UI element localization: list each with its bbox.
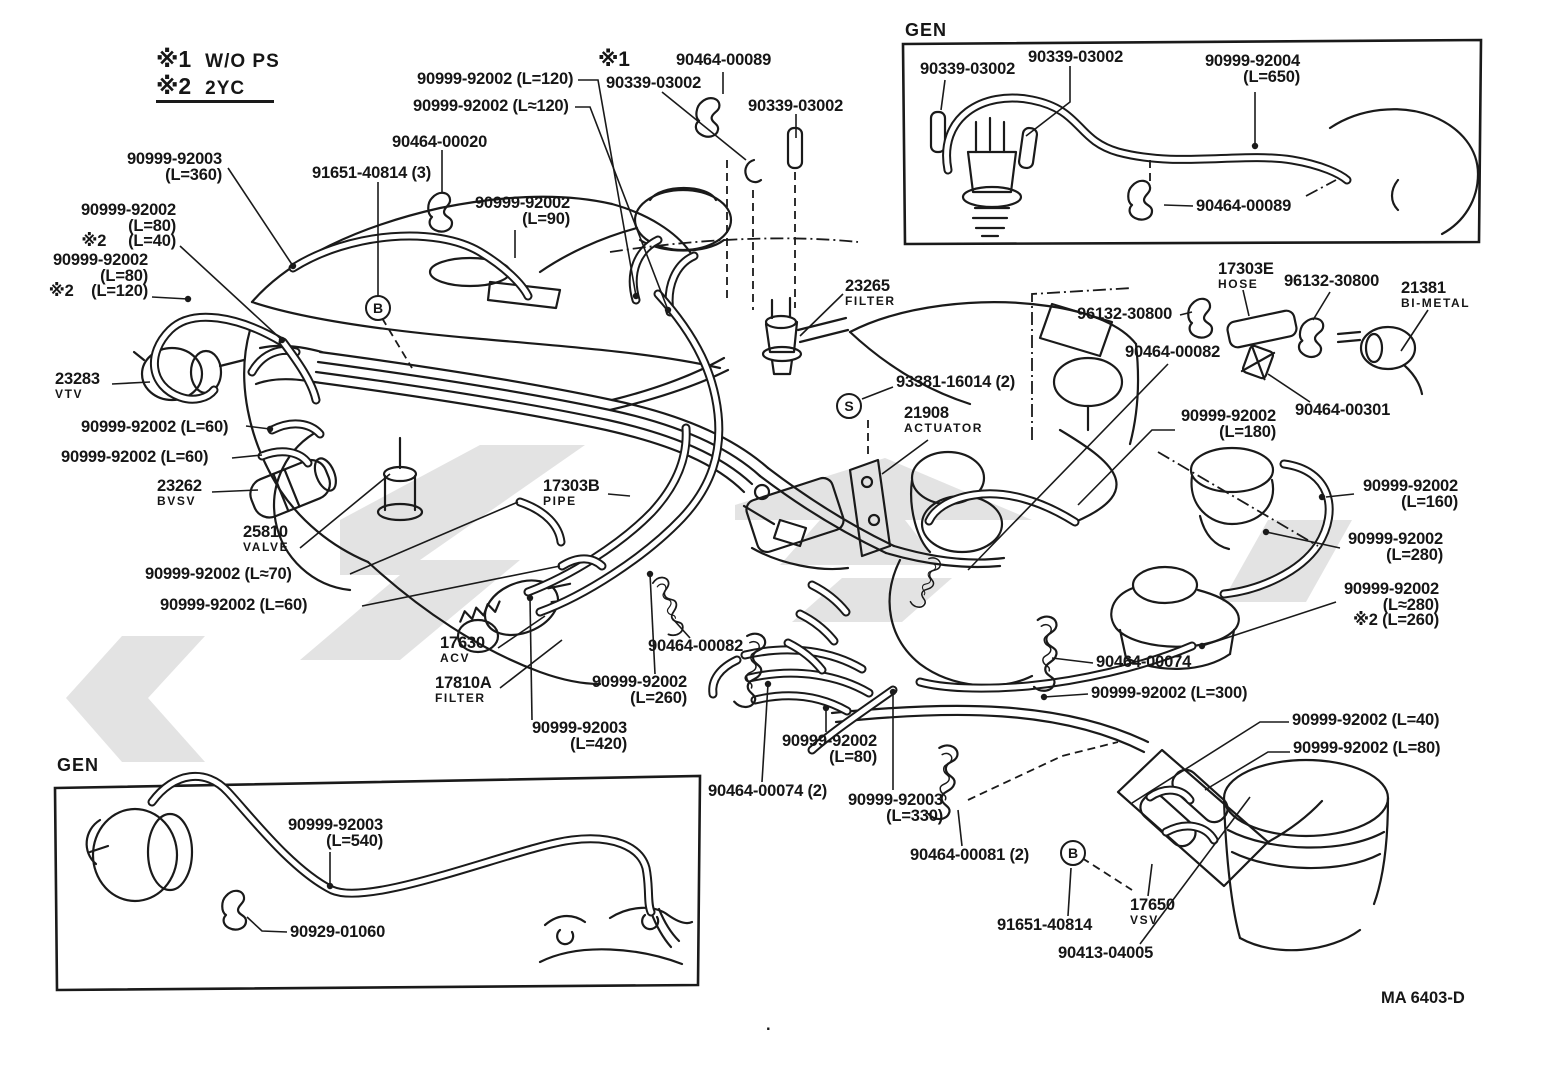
part-label: 90999-92002 (L=160)	[1362, 477, 1458, 511]
part-label: 90999-92002 (L=60)	[81, 418, 229, 436]
part-label: 90999-92002 (L=80)	[1293, 739, 1441, 757]
part-label: 21908 ACTUATOR	[904, 404, 984, 435]
part-label: 25810 VALVE	[243, 523, 290, 554]
part-label: 90999-92002 (L=80)	[781, 732, 877, 766]
part-label: 23265 FILTER	[845, 277, 896, 308]
stray-mark: .	[766, 1016, 771, 1034]
gen-part-label: 90929-01060	[290, 923, 386, 941]
part-label: 90999-92002 (L=80) ※2 (L=40)	[80, 201, 176, 250]
part-label: 90464-00074	[1096, 653, 1192, 671]
part-label: 90999-92003 (L=330)	[847, 791, 943, 825]
legend-item: ※2 2YC	[156, 73, 274, 103]
legend-item: ※1 W/O PS	[156, 46, 280, 72]
circled-letter-b: B	[1060, 840, 1086, 866]
part-label: 17630 ACV	[440, 634, 485, 665]
gen-box-title-bottom-left: GEN	[57, 755, 100, 775]
drawing-code: MA 6403-D	[1381, 989, 1465, 1007]
part-label: 17303B PIPE	[543, 477, 600, 508]
part-label: 90339-03002	[748, 97, 844, 115]
part-label: 90464-00301	[1295, 401, 1391, 419]
part-label: 23262 BVSV	[157, 477, 202, 508]
part-label: 90999-92002 (L=300)	[1091, 684, 1248, 702]
part-label: 90999-92002 (L=80) ※2 (L=120)	[48, 251, 148, 300]
circled-letter-b: B	[365, 295, 391, 321]
gen-part-label: 90339-03002	[1028, 48, 1124, 66]
part-label: 90999-92002 (L≈70)	[145, 565, 292, 583]
part-label: 90464-00020	[392, 133, 488, 151]
part-label: 96132-30800	[1077, 305, 1173, 323]
circled-letter-s: S	[836, 393, 862, 419]
part-label: 90999-92002 (L=60)	[61, 448, 209, 466]
part-label: 90999-92002 (L=280)	[1347, 530, 1443, 564]
part-label: 23283 VTV	[55, 370, 100, 401]
gen-part-label: 90464-00089	[1196, 197, 1292, 215]
gen-box-title-top-right: GEN	[905, 20, 948, 40]
part-label: 90464-00074 (2)	[708, 782, 828, 800]
part-label: 21381 BI-METAL	[1401, 279, 1471, 310]
part-label: 90999-92002 (L=90)	[474, 194, 570, 228]
part-label: 90464-00082	[648, 637, 744, 655]
part-label: 90999-92002 (L=180)	[1180, 407, 1276, 441]
part-label: 90413-04005	[1058, 944, 1154, 962]
part-label: 91651-40814	[997, 916, 1093, 934]
part-label: 17650 VSV	[1130, 896, 1175, 927]
part-label: 90999-92002 (L=60)	[160, 596, 308, 614]
part-label: 90999-92002 (L=120)	[417, 70, 574, 88]
part-label: 90464-00082	[1125, 343, 1221, 361]
part-label: 90464-00081 (2)	[910, 846, 1030, 864]
part-label: 90999-92003 (L=420)	[531, 719, 627, 753]
part-label: 90999-92002 (L≈280) ※2 (L=260)	[1343, 580, 1439, 629]
part-label: 90339-03002	[606, 74, 702, 92]
part-label: 90999-92002 (L=260)	[591, 673, 687, 707]
part-label: 17303E HOSE	[1218, 260, 1274, 291]
part-label: ※1	[598, 48, 630, 71]
part-label: 93381-16014 (2)	[896, 373, 1016, 391]
gen-part-label: 90999-92003 (L=540)	[287, 816, 383, 850]
part-label: 90999-92002 (L≈120)	[413, 97, 569, 115]
part-label: 96132-30800	[1284, 272, 1380, 290]
part-label: 90999-92002 (L=40)	[1292, 711, 1440, 729]
part-label: 17810A FILTER	[435, 674, 492, 705]
part-label: 91651-40814 (3)	[312, 164, 432, 182]
legend	[156, 46, 280, 103]
gen-part-label: 90339-03002	[920, 60, 1016, 78]
part-label: 90464-00089	[676, 51, 772, 69]
gen-part-label: 90999-92004 (L=650)	[1204, 52, 1300, 86]
part-label: 90999-92003 (L=360)	[126, 150, 222, 184]
